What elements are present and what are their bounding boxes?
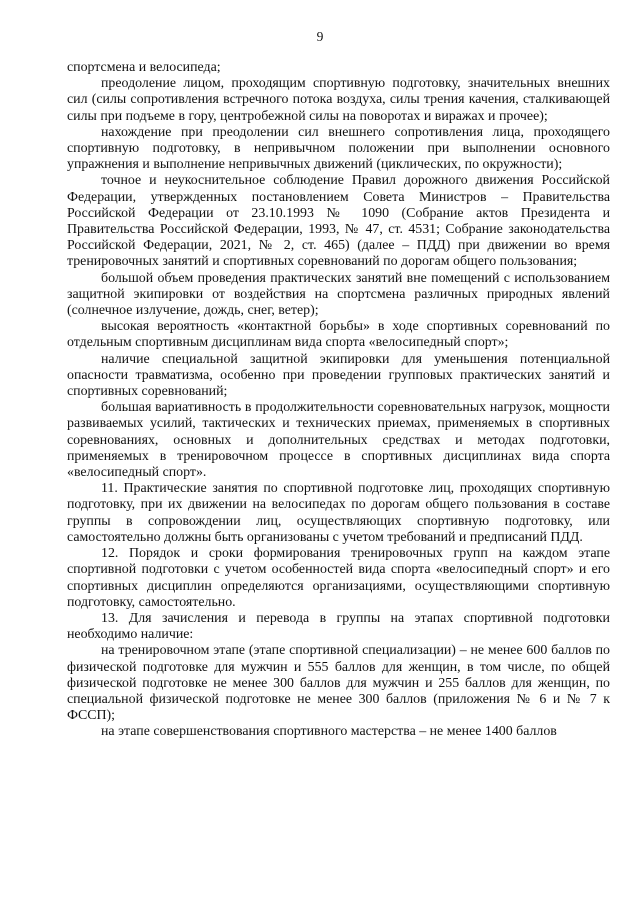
paragraph: спортсмена и велосипеда;	[67, 60, 221, 75]
paragraph: преодоление лицом, проходящим спортивную подготовку, значительных внешних сил (силы сопротивления встречного потока воздуха, силы трения качения, сталкивающей силы при подъеме в гору, центробежной силы на поворотах и виражах и прочее);	[67, 76, 610, 124]
paragraph: наличие специальной защитной экипировки для уменьшения потенциальной опасности травматизма, особенно при проведении групповых практических занятий и спортивных соревнований;	[67, 351, 610, 400]
paragraph: 13. Для зачисления и перевода в группы на этапах спортивной подготовки необходимо наличие:	[67, 610, 610, 643]
paragraph: на тренировочном этапе (этапе спортивной специализации) – не менее 600 баллов по физической подготовке для мужчин и 555 баллов для женщин, в том числе, по общей физической подготовке не менее 300 баллов для мужчин и 255 баллов для женщин, по специальной физической подготовке не менее 300 баллов (приложения № 6 и № 7 к ФССП);	[67, 643, 610, 724]
paragraph: большой объем проведения практических занятий вне помещений с использованием защитной экипировки от воздействия на спортсмена различных природных явлений (солнечное излучение, дождь, снег, ветер);	[67, 270, 610, 319]
paragraph: точное и неукоснительное соблюдение Правил дорожного движения Российской Федерации, утвержденных постановлением Совета Министров – Правительства Российской Федерации от 23.10.1993 № 1090 (Собрание актов Президента и Правительства Российской Федерации, 1993, № 47, ст. 4531; Собрание законодательства Российской Федерации, 2021, № 2, ст. 465) (далее – ПДД) при движении во время тренировочных занятий и спортивных соревнований по дорогам общего пользования;	[67, 173, 610, 270]
paragraph: нахождение при преодолении сил внешнего сопротивления лица, проходящего спортивную подготовку, в непривычном положении при выполнении основного упражнения и выполнение непривычных движений (циклических, по окружности);	[67, 124, 610, 173]
paragraph: на этапе совершенствования спортивного мастерства – не менее 1400 баллов	[101, 724, 557, 740]
document-body	[67, 60, 610, 741]
paragraph: 11. Практические занятия по спортивной подготовке лиц, проходящих спортивную подготовку, при их движении на велосипедах по дорогам общего пользования в составе группы в сопровождении лиц, осуществляющих спортивную подготовку, или самостоятельно должны быть организованы с учетом требований и предписаний ПДД.	[67, 481, 610, 545]
paragraph: большая вариативность в продолжительности соревновательных нагрузок, мощности развиваемых усилий, тактических и технических приемах, применяемых в спортивных соревнованиях, основных и дополнительных средствах и методах подготовки, применяемых в тренировочном процессе в спортивных дисциплинах вида спорта «велосипедный спорт».	[67, 400, 610, 481]
paragraph: 12. Порядок и сроки формирования тренировочных групп на каждом этапе спортивной подготовки с учетом особенностей вида спорта «велосипедный спорт» и его спортивных дисциплин определяются организациями, осуществляющими спортивную подготовку, самостоятельно.	[67, 546, 610, 610]
paragraph: высокая вероятность «контактной борьбы» в ходе спортивных соревнований по отдельным спортивным дисциплинам вида спорта «велосипедный спорт»;	[67, 319, 610, 351]
page-number: 9	[316, 29, 324, 44]
